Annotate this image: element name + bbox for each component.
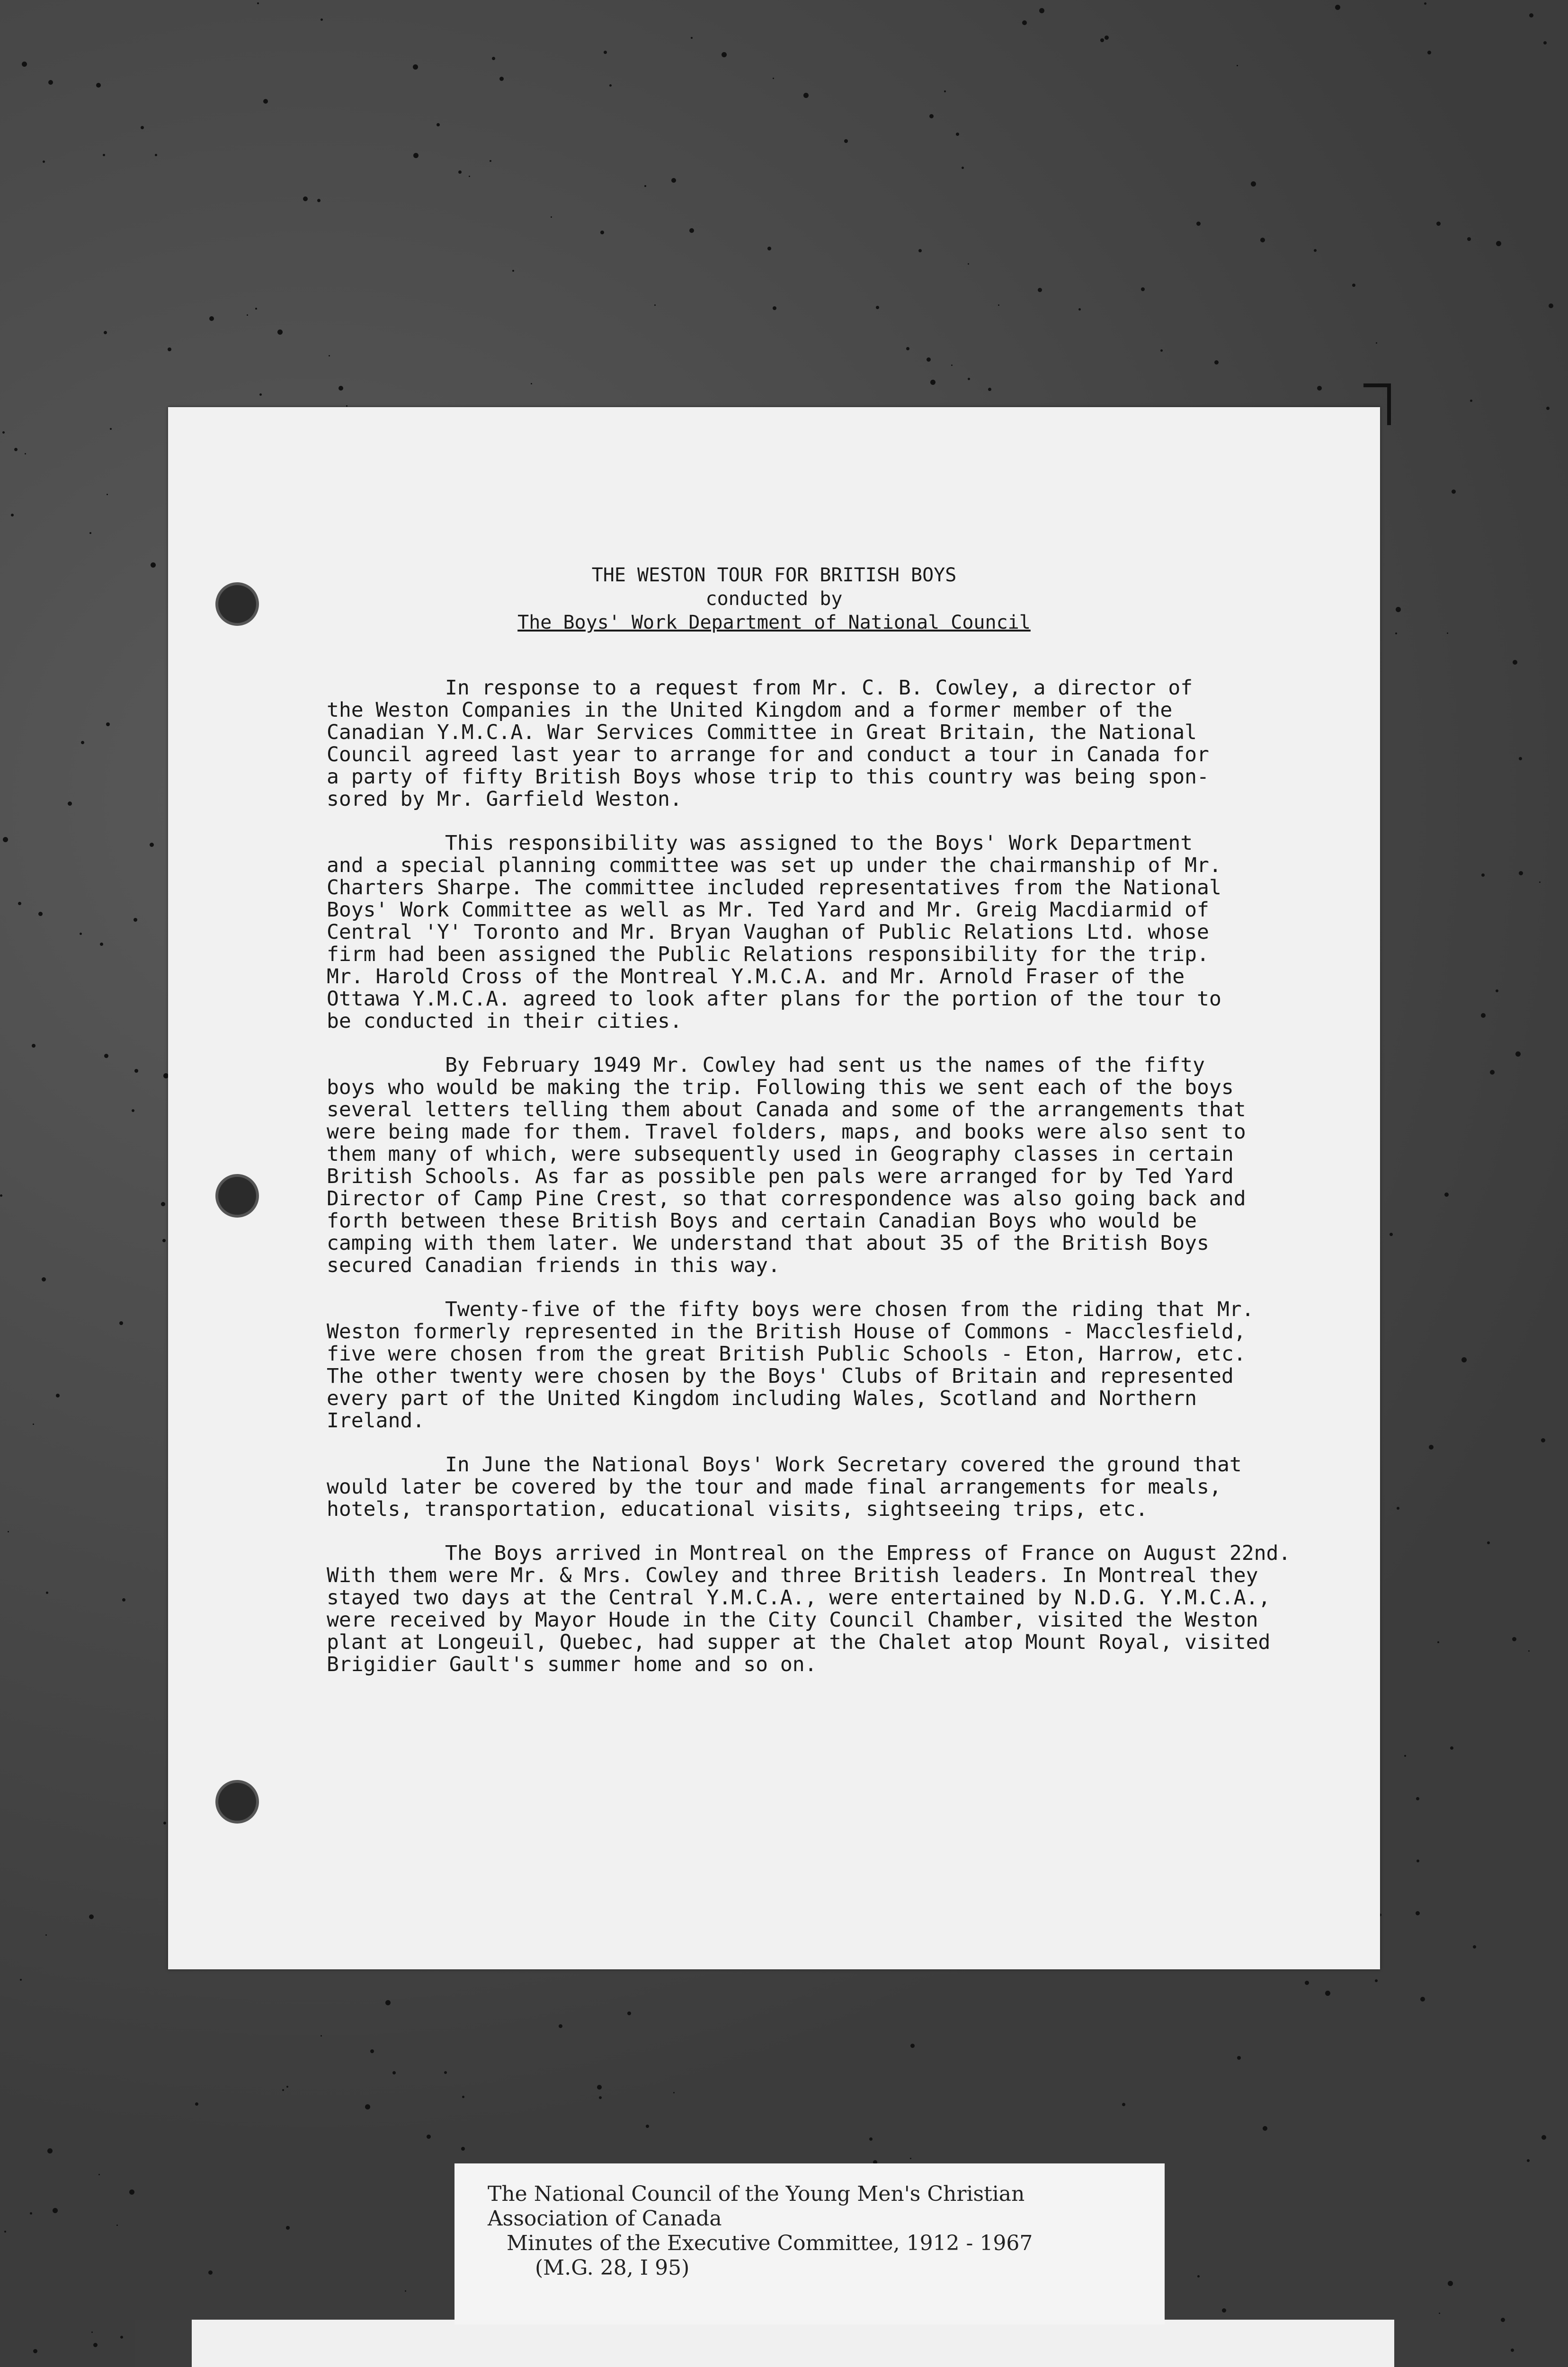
speck xyxy=(321,2035,322,2037)
speck xyxy=(1549,303,1553,308)
speck xyxy=(599,2096,602,2099)
speck xyxy=(134,918,137,922)
punch-hole xyxy=(215,1174,259,1218)
speck xyxy=(14,448,18,451)
speck xyxy=(689,228,694,233)
speck xyxy=(11,514,14,516)
speck xyxy=(1263,2126,1267,2131)
speck xyxy=(1038,288,1042,292)
speck xyxy=(551,216,552,218)
speck xyxy=(103,154,105,156)
speck xyxy=(385,2000,391,2005)
speck xyxy=(1222,2308,1226,2313)
speck xyxy=(122,1598,125,1602)
speck xyxy=(691,37,693,39)
title-line: THE WESTON TOUR FOR BRITISH BOYS xyxy=(591,564,957,586)
speck xyxy=(134,1069,138,1073)
speck xyxy=(106,722,110,726)
archive-box xyxy=(135,2320,1470,2367)
document-body xyxy=(327,677,1425,1698)
speck xyxy=(968,378,970,380)
speck xyxy=(930,380,935,385)
speck xyxy=(98,2174,100,2175)
speck xyxy=(968,263,969,265)
speck xyxy=(155,154,157,156)
speck xyxy=(1513,660,1517,665)
speck xyxy=(1424,2,1426,5)
speck xyxy=(104,331,107,334)
paragraph: The Boys arrived in Montreal on the Empress of France on August 22nd. With them were Mr. & Mrs. Cowley and three British leaders. In Montreal they stayed two days at the Central Y.M.C.A., were entertained by N.D.G. Y.M.C.A., were received by Mayor Houde in the City Council Chamber, visited the Weston plant at Longeuil, Quebec, had supper at the Chalet atop Mount Royal, visited Brigidier Gault's summer home and so on. xyxy=(327,1541,1291,1676)
speck xyxy=(303,196,308,201)
speck xyxy=(32,1044,36,1048)
speck xyxy=(1335,5,1340,10)
speck xyxy=(1527,2159,1530,2162)
collection-label xyxy=(454,2163,1165,2324)
speck xyxy=(461,2147,465,2151)
subtitle-line: conducted by xyxy=(705,588,843,610)
speck xyxy=(150,843,154,847)
speck xyxy=(286,2226,290,2230)
speck xyxy=(1541,1438,1545,1442)
speck xyxy=(490,160,491,162)
speck xyxy=(1404,1755,1406,1757)
speck xyxy=(1141,287,1145,291)
speck xyxy=(910,2158,911,2159)
speck xyxy=(18,902,21,905)
speck xyxy=(30,2212,32,2215)
speck xyxy=(370,2049,374,2053)
speck xyxy=(365,2104,370,2109)
speck xyxy=(38,912,43,916)
speck xyxy=(1396,607,1401,612)
speck xyxy=(1375,1979,1378,1982)
speck xyxy=(89,1914,94,1919)
speck xyxy=(512,270,514,272)
speck xyxy=(951,365,953,366)
speck xyxy=(81,741,84,744)
speck xyxy=(427,2135,431,2139)
speck xyxy=(444,2071,447,2074)
typed-page xyxy=(168,407,1380,1969)
speck xyxy=(1105,36,1109,40)
speck xyxy=(1528,1650,1530,1652)
speck xyxy=(277,329,283,335)
speck xyxy=(462,2096,464,2098)
speck xyxy=(2,431,5,434)
paragraph: Twenty-five of the fifty boys were chosen from the riding that Mr. Weston formerly represented in the British House of Commons - Macclesfield, five were chosen from the great British Public Schools - Eton, Harrow, etc. The other twenty were chosen by the Boys' Clubs of Britain and represented every part of the United Kingdom including Wales, Scotland and Northern Ireland. xyxy=(327,1298,1254,1433)
speck xyxy=(1512,1637,1516,1641)
speck xyxy=(317,199,321,202)
speck xyxy=(107,494,108,495)
speck xyxy=(1436,222,1441,226)
speck xyxy=(1481,873,1485,877)
speck xyxy=(1470,400,1472,402)
speck xyxy=(767,247,771,250)
speck xyxy=(163,1822,166,1824)
speck xyxy=(646,2125,649,2128)
speck xyxy=(469,176,470,177)
speck xyxy=(1439,2313,1440,2314)
speck xyxy=(1427,51,1431,54)
speck xyxy=(346,405,347,407)
speck xyxy=(1305,1981,1309,1985)
speck xyxy=(962,167,964,169)
speck xyxy=(1511,2349,1514,2352)
speck xyxy=(1122,2103,1125,2106)
paragraph: In response to a request from Mr. C. B. Cowley, a director of the Weston Companies in the United Kingdom and a former member of the Canadian Y.M.C.A. War Services Committee in Great Britain, the National Council agreed last year to arrange for and conduct a tour in Canada for a party of fifty British Boys whose trip to this country was being spon- sored by Mr. Garfield Weston. xyxy=(327,676,1209,811)
speck xyxy=(1237,65,1238,66)
speck xyxy=(119,1321,123,1325)
speck xyxy=(141,126,144,129)
speck xyxy=(48,80,53,85)
speck xyxy=(1467,237,1471,241)
speck xyxy=(956,133,959,136)
speck xyxy=(100,943,103,946)
speck xyxy=(259,393,262,396)
speck xyxy=(91,2331,93,2333)
speck xyxy=(162,1239,166,1242)
speck xyxy=(1022,20,1027,25)
speck xyxy=(597,2085,602,2090)
speck xyxy=(673,2092,675,2093)
speck xyxy=(944,90,946,92)
speck xyxy=(1325,1991,1330,1996)
speck xyxy=(1519,871,1523,875)
speck xyxy=(282,2089,284,2091)
speck xyxy=(1444,1192,1449,1197)
speck xyxy=(33,1424,34,1425)
punch-hole xyxy=(215,1780,259,1824)
speck xyxy=(1416,1797,1419,1800)
speck xyxy=(46,1592,48,1594)
speck xyxy=(3,837,8,842)
speck xyxy=(1543,41,1547,44)
speck xyxy=(4,2231,6,2233)
speck xyxy=(1481,1013,1486,1018)
speck xyxy=(492,57,495,60)
speck xyxy=(209,316,214,321)
speck xyxy=(1395,632,1397,634)
speck xyxy=(45,1934,47,1936)
speck xyxy=(110,428,112,430)
speck xyxy=(195,2102,198,2106)
speck xyxy=(458,170,462,174)
speck xyxy=(1447,632,1448,634)
speck xyxy=(329,355,330,356)
speck xyxy=(1437,1641,1439,1643)
speck xyxy=(1196,222,1201,226)
speck xyxy=(161,1202,165,1206)
speck xyxy=(803,93,809,98)
speck xyxy=(910,2044,915,2048)
speck xyxy=(257,2,259,4)
speck xyxy=(1237,2056,1241,2060)
label-line: (M.G. 28, I 95) xyxy=(535,2256,690,2280)
speck xyxy=(1160,349,1163,352)
speck xyxy=(654,304,656,306)
document-title xyxy=(168,563,1380,634)
speck xyxy=(120,2336,123,2339)
speck xyxy=(1546,407,1550,410)
speck xyxy=(8,1531,9,1532)
speck xyxy=(559,2024,562,2028)
speck xyxy=(1539,881,1541,883)
speck xyxy=(1501,2318,1505,2322)
speck xyxy=(33,2349,37,2353)
speck xyxy=(722,52,727,57)
speck xyxy=(151,562,156,568)
speck xyxy=(263,99,268,104)
department-line: The Boys' Work Department of National Council xyxy=(517,612,1031,633)
speck xyxy=(89,532,91,534)
speck xyxy=(43,160,45,163)
speck xyxy=(988,388,991,391)
speck xyxy=(1450,1746,1453,1750)
speck xyxy=(25,453,26,454)
speck xyxy=(247,314,248,316)
speck xyxy=(671,178,676,183)
speck xyxy=(1496,241,1501,246)
speck xyxy=(20,1979,22,1981)
speck xyxy=(168,347,171,351)
speck xyxy=(53,2208,58,2213)
speck xyxy=(56,1394,60,1397)
speck xyxy=(1376,342,1377,344)
speck xyxy=(1496,989,1498,992)
paragraph: By February 1949 Mr. Cowley had sent us the names of the fifty boys who would be making the trip. Following this we sent each of the boys several letters telling them about Canada and some of the arrangements that were being made for them. Travel folders, maps, and books were also sent to them many of which, were subsequently used in Geography classes in certain British Schools. As far as possible pen pals were arranged for by Ted Yard Director of Camp Pine Crest, so that correspondence was also going back and forth between these British Boys and certain Canadian Boys who would be camping with them later. We understand that about 35 of the British Boys secured Canadian friends in this way. xyxy=(327,1053,1246,1277)
speck xyxy=(437,123,440,126)
speck xyxy=(1429,1445,1434,1450)
speck xyxy=(644,185,646,187)
speck xyxy=(68,801,72,806)
speck xyxy=(1078,308,1081,311)
speck xyxy=(392,2071,396,2074)
speck xyxy=(1515,1051,1521,1057)
speck xyxy=(413,153,419,158)
speck xyxy=(129,2189,134,2195)
speck xyxy=(627,2011,631,2015)
speck xyxy=(1251,181,1256,187)
speck xyxy=(413,64,418,70)
label-line: Minutes of the Executive Committee, 1912 - 1967 xyxy=(507,2231,1033,2255)
speck xyxy=(1039,8,1044,13)
speck xyxy=(1197,2275,1200,2278)
speck xyxy=(1541,2135,1546,2140)
paragraph: In June the National Boys' Work Secretary covered the ground that would later be covered by the tour and made final arrangements for meals, hotels, transportation, educational visits, sightseeing trips, etc. xyxy=(327,1453,1242,1521)
speck xyxy=(96,83,101,88)
archive-sign xyxy=(192,2320,1394,2367)
speck xyxy=(1519,757,1522,760)
speck xyxy=(321,18,323,21)
speck xyxy=(1417,1860,1419,1862)
speck xyxy=(1461,1357,1467,1362)
speck xyxy=(286,2086,288,2088)
speck xyxy=(1473,1945,1476,1949)
speck xyxy=(499,77,504,81)
speck xyxy=(1100,38,1104,42)
speck xyxy=(339,386,343,391)
speck xyxy=(906,347,909,350)
speck xyxy=(42,1277,46,1281)
speck xyxy=(132,1109,134,1112)
speck xyxy=(255,308,257,310)
speck xyxy=(773,78,774,79)
speck xyxy=(876,306,879,309)
speck xyxy=(1214,360,1219,365)
speck xyxy=(47,2148,53,2153)
speck xyxy=(1448,2281,1453,2286)
speck xyxy=(1260,238,1265,242)
speck xyxy=(1487,1541,1490,1544)
label-line: Association of Canada xyxy=(488,2207,722,2231)
speck xyxy=(1452,489,1456,494)
speck xyxy=(1317,386,1322,391)
speck xyxy=(93,2343,98,2347)
speck xyxy=(844,139,848,143)
speck xyxy=(80,933,82,935)
speck xyxy=(1416,1911,1420,1915)
speck xyxy=(208,2270,213,2275)
speck xyxy=(1314,249,1317,252)
speck xyxy=(927,357,931,362)
speck xyxy=(600,231,604,234)
speck xyxy=(609,84,612,87)
speck xyxy=(116,2225,118,2226)
speck xyxy=(773,306,776,310)
speck xyxy=(1490,1070,1495,1075)
speck xyxy=(1529,13,1533,18)
speck xyxy=(929,114,934,118)
speck xyxy=(22,62,27,67)
paragraph: This responsibility was assigned to the Boys' Work Department and a special planning committee was set up under the chairmanship of Mr. Charters Sharpe. The committee included representatives from the National Boys' Work Committee as well as Mr. Ted Yard and Mr. Greig Macdiarmid of Central 'Y' Toronto and Mr. Bryan Vaughan of Public Relations Ltd. whose firm had been assigned the Public Relations responsibility for the trip. Mr. Harold Cross of the Montreal Y.M.C.A. and Mr. Arnold Fraser of the Ottawa Y.M.C.A. agreed to look after plans for the portion of the tour to be conducted in their cities. xyxy=(327,831,1221,1033)
speck xyxy=(1420,1997,1425,2002)
speck xyxy=(531,383,532,384)
speck xyxy=(104,1054,108,1058)
speck xyxy=(1352,284,1355,287)
speck xyxy=(405,2290,406,2292)
speck xyxy=(0,1194,2,1197)
speck xyxy=(604,51,607,54)
speck xyxy=(998,304,999,306)
speck xyxy=(869,2137,873,2141)
speck xyxy=(918,249,922,252)
label-line: The National Council of the Young Men's Christian xyxy=(488,2182,1025,2206)
